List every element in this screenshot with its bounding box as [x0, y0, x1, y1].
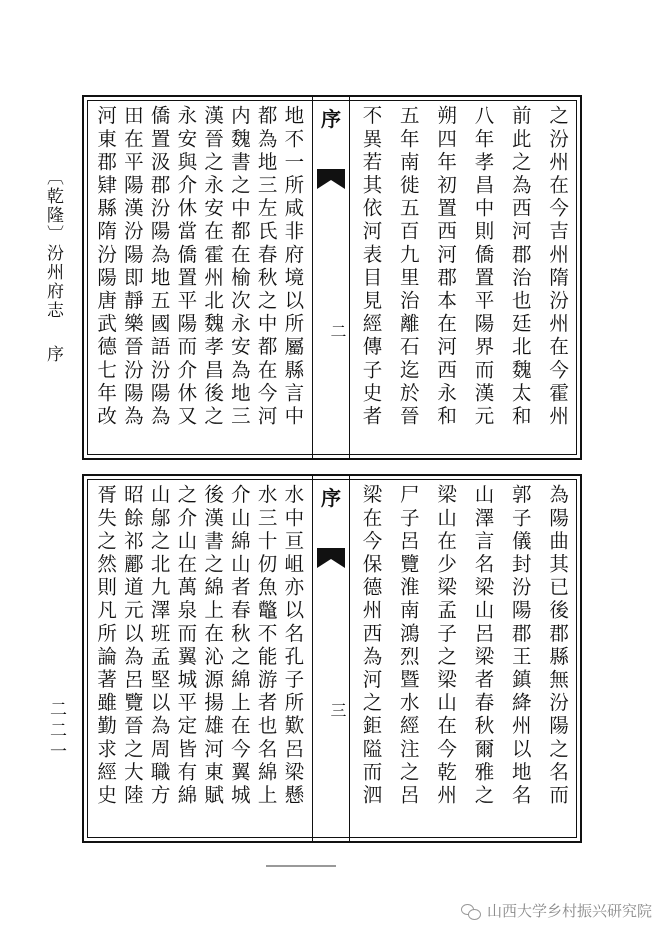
right-half-page: [352, 484, 576, 833]
text-column: 僑置汲郡汾陽為地五國語汾陽為: [147, 105, 171, 429]
text-column: 之介山在萬泉而翼城平定皆有綿: [174, 484, 198, 808]
left-half-page: [92, 484, 306, 833]
section-label: 序: [43, 345, 63, 365]
leaf-number: 二: [328, 323, 347, 339]
text-column: 昭餘祁酈道元以為呂覽晉之大陸: [120, 484, 144, 808]
text-column: 漢晉之永安在霍州北魏孝昌後之: [201, 105, 225, 429]
watermark: [461, 900, 652, 921]
page-number: 二二一: [46, 700, 66, 763]
text-column: 水中亘岨亦以名孔子所歎呂梁懸: [281, 484, 305, 808]
text-column: 山鄔之北九澤班孟堅以為周職方: [147, 484, 171, 808]
text-column: 五年南徙五百九里治離石迄於晉: [396, 105, 420, 429]
text-column: 八年孝昌中則僑置平陽界而漢元: [471, 105, 495, 429]
text-column: 梁山在少梁孟子之梁山在今乾州: [434, 484, 458, 808]
text-column: 胥失之然則凡所論著雖勤求經史: [94, 484, 118, 808]
text-column: 永安與介休當僑置平陽而介休又: [174, 105, 198, 429]
fishtail-mark-icon: [317, 169, 345, 189]
text-column: 地不一所咸非府境以所屬縣言中: [281, 105, 305, 429]
text-column: 水三十仞魚鼈不能游者也名綿上: [254, 484, 278, 808]
text-column: 内魏書之中都在榆次永安為地三: [227, 105, 251, 429]
leaf-number: 三: [328, 702, 347, 718]
text-column: 都為地三左氏春秋之中都在今河: [254, 105, 278, 429]
fishtail-mark-icon: [317, 548, 345, 568]
center-fold-column: [312, 97, 350, 458]
text-column: 之汾州在今吉州隋汾州在今霍州: [546, 105, 570, 429]
book-title: 〔乾隆〕汾州府志: [43, 168, 63, 320]
text-column: 為陽曲其已後郡縣無汾陽之名而: [546, 484, 570, 808]
footer-divider: [266, 865, 336, 867]
text-column: 不異若其依河表目見經傳子史者: [359, 105, 383, 429]
text-block-2: [82, 474, 582, 843]
text-column: 尸子呂覽淮南鴻烈暨水經注之呂: [396, 484, 420, 808]
right-half-page: [352, 105, 576, 450]
left-half-page: [92, 105, 306, 450]
text-column: 前此之為西河郡治也廷北魏太和: [508, 105, 532, 429]
text-column: 田在平陽漢汾陽即靜樂晉汾陽為: [120, 105, 144, 429]
fold-title: 序: [321, 107, 341, 131]
text-column: 山澤言名梁山呂梁者春秋爾雅之: [471, 484, 495, 808]
text-column: 梁在今保德州西為河之鉅隘而泗: [359, 484, 383, 808]
fold-title: 序: [321, 486, 341, 510]
text-column: 介山綿山者春秋之綿上在今翼城: [227, 484, 251, 808]
text-column: 朔四年初置西河郡本在河西永和: [434, 105, 458, 429]
center-fold-column: [312, 476, 350, 841]
text-block-1: [82, 95, 582, 460]
text-column: 河東郡肄縣隋汾陽唐武德七年改: [94, 105, 118, 429]
watermark-text: 山西大学乡村振兴研究院: [486, 902, 652, 920]
wechat-icon: [461, 903, 481, 919]
text-column: 後漢書之綿上在沁源揚雄河東賦: [201, 484, 225, 808]
text-column: 郭子儀封汾陽郡王鎮絳州以地名: [508, 484, 532, 808]
book-title-label: [36, 168, 66, 364]
